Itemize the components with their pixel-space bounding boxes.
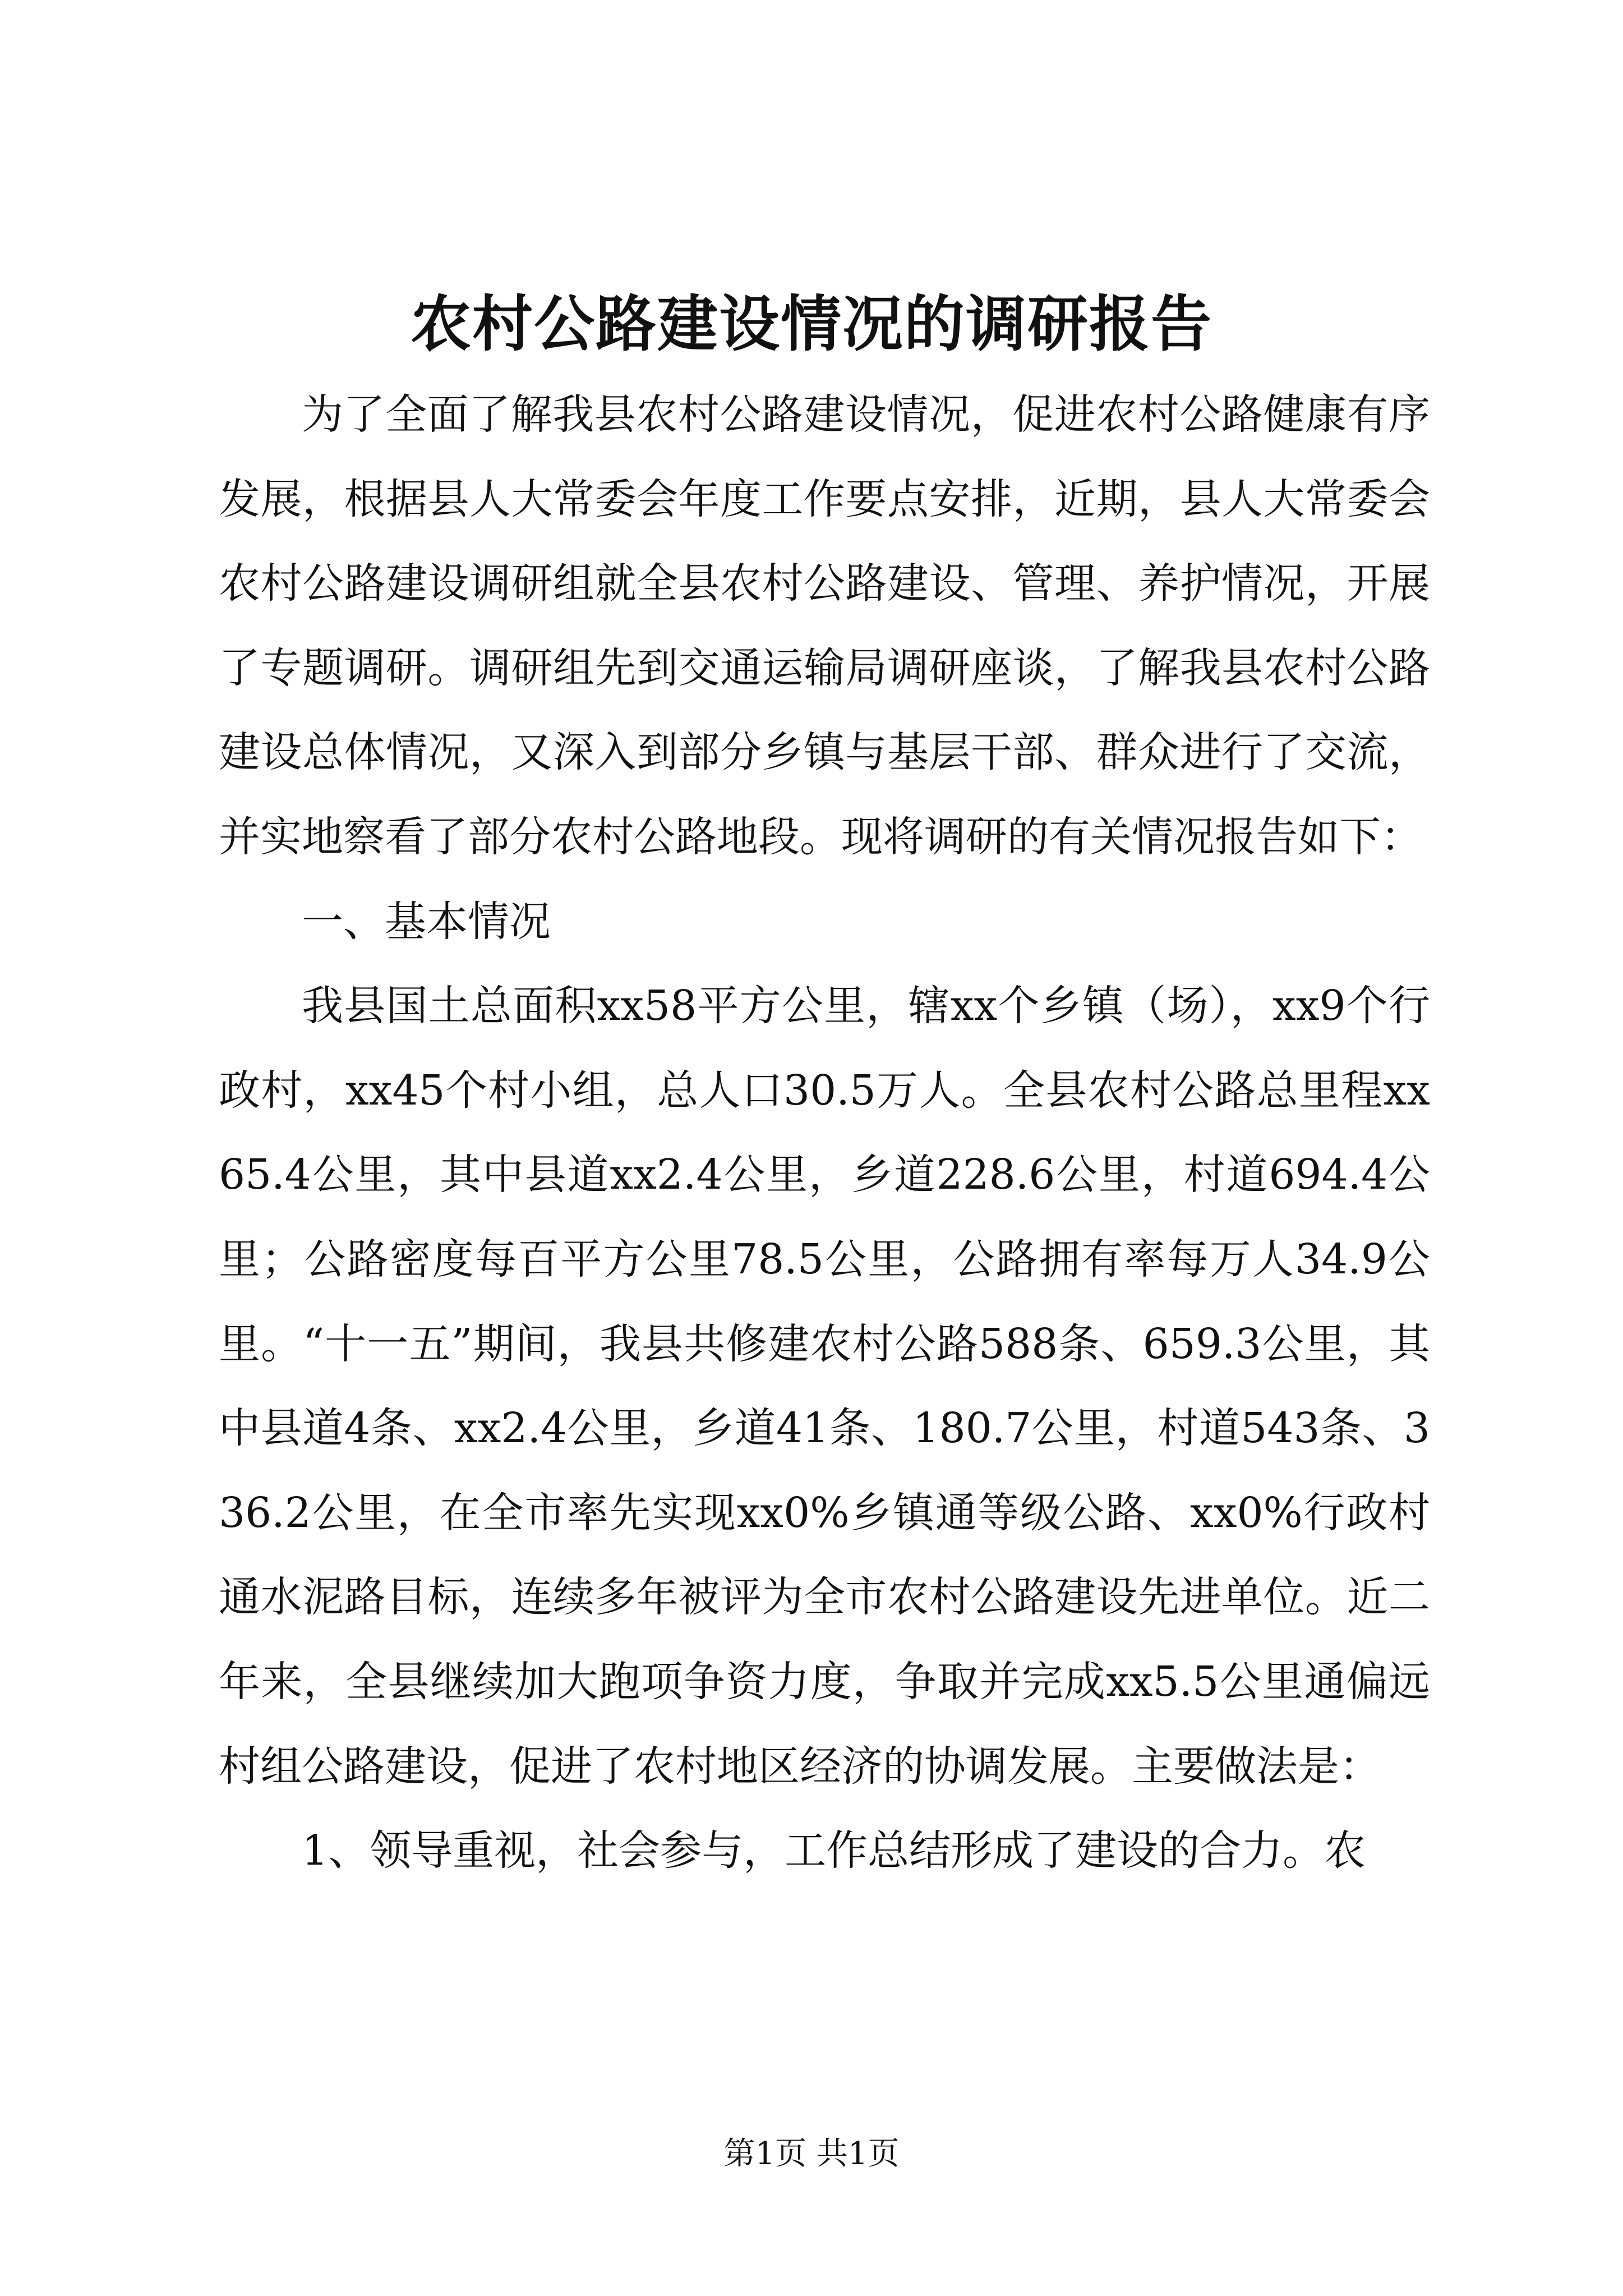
paragraph-intro: 为了全面了解我县农村公路建设情况，促进农村公路健康有序发展，根据县人大常委会年度工作要点安排，近期，县人大常委会农村公路建设调研组就全县农村公路建设、管理、养护情况，开展了专题调研。调研组先到交通运输局调研座谈，了解我县农村公路建设总体情况，又深入到部分乡镇与基层干部、群众进行了交流，并实地察看了部分农村公路地段。现将调研的有关情况报告如下：	[219, 390, 1430, 861]
paragraph-point-1: 1、领导重视，社会参与，工作总结形成了建设的合力。农	[302, 1826, 1366, 1875]
document-body	[219, 372, 1430, 1893]
paragraph-basic-situation: 我县国土总面积xx58平方公里，辖xx个乡镇（场），xx9个行政村，xx45个村小组，总人口30.5万人。全县农村公路总里程xx65.4公里，其中县道xx2.4公里，乡道228.6公里，村道694.4公里；公路密度每百平方公里78.5公里，公路拥有率每万人34.9公里。“十一五”期间，我县共修建农村公路588条、659.3公里，其中县道4条、xx2.4公里，乡道41条、180.7公里，村道543条、336.2公里，在全市率先实现xx0%乡镇通等级公路、xx0%行政村通水泥路目标，连续多年被评为全市农村公路建设先进单位。近二年来，全县继续加大跑项争资力度，争取并完成xx5.5公里通偏远村组公路建设，促进了农村地区经济的协调发展。主要做法是：	[219, 982, 1430, 1791]
page-footer: 第1页 共1页	[723, 2136, 900, 2172]
document-title: 农村公路建设情况的调研报告	[410, 289, 1212, 360]
section-heading-basic-situation: 一、基本情况	[302, 897, 551, 946]
